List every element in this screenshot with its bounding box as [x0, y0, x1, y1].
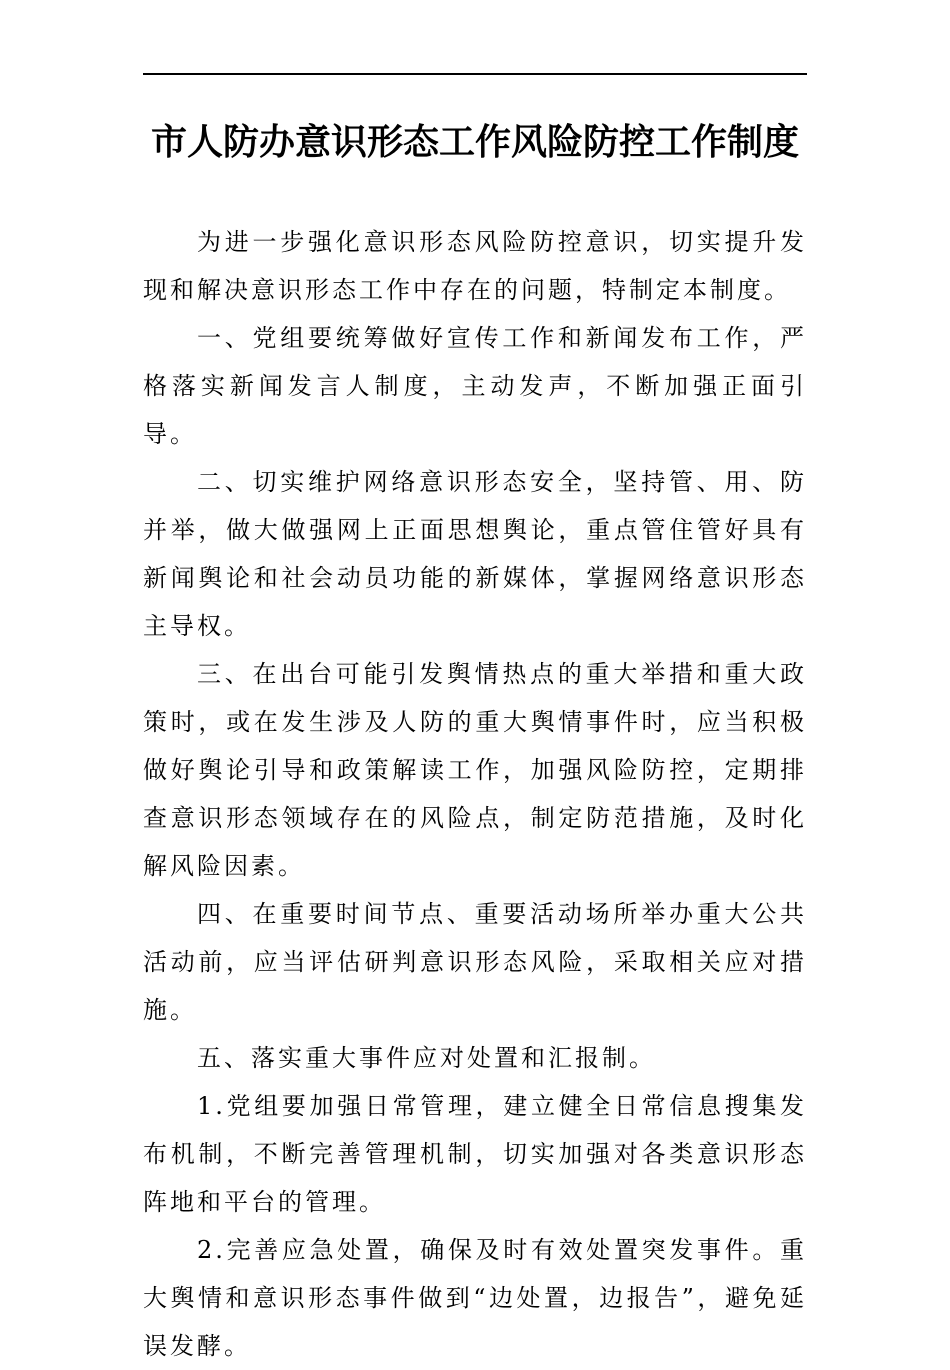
paragraph-item-1: 一、党组要统筹做好宣传工作和新闻发布工作，严格落实新闻发言人制度，主动发声，不断加强正面引导。 [143, 324, 807, 448]
paragraph-subitem-2: 2.完善应急处置，确保及时有效处置突发事件。重大舆情和意识形态事件做到“边处置，边报告”，避免延误发酵。 [143, 1236, 807, 1360]
header-rule [143, 73, 807, 75]
paragraph-intro: 为进一步强化意识形态风险防控意识，切实提升发现和解决意识形态工作中存在的问题，特制定本制度。 [143, 228, 807, 304]
paragraph-item-3: 三、在出台可能引发舆情热点的重大举措和重大政策时，或在发生涉及人防的重大舆情事件时，应当积极做好舆论引导和政策解读工作，加强风险防控，定期排查意识形态领域存在的风险点，制定防范措施，及时化解风险因素。 [143, 660, 807, 880]
document-title: 市人防办意识形态工作风险防控工作制度 [150, 121, 799, 163]
document-body [143, 218, 807, 1370]
paragraph-item-4: 四、在重要时间节点、重要活动场所举办重大公共活动前，应当评估研判意识形态风险，采取相关应对措施。 [143, 900, 807, 1024]
paragraph-subitem-1: 1.党组要加强日常管理，建立健全日常信息搜集发布机制，不断完善管理机制，切实加强对各类意识形态阵地和平台的管理。 [143, 1092, 807, 1216]
paragraph-item-5: 五、落实重大事件应对处置和汇报制。 [197, 1044, 656, 1072]
paragraph-item-2: 二、切实维护网络意识形态安全，坚持管、用、防并举，做大做强网上正面思想舆论，重点管住管好具有新闻舆论和社会动员功能的新媒体，掌握网络意识形态主导权。 [143, 468, 807, 640]
